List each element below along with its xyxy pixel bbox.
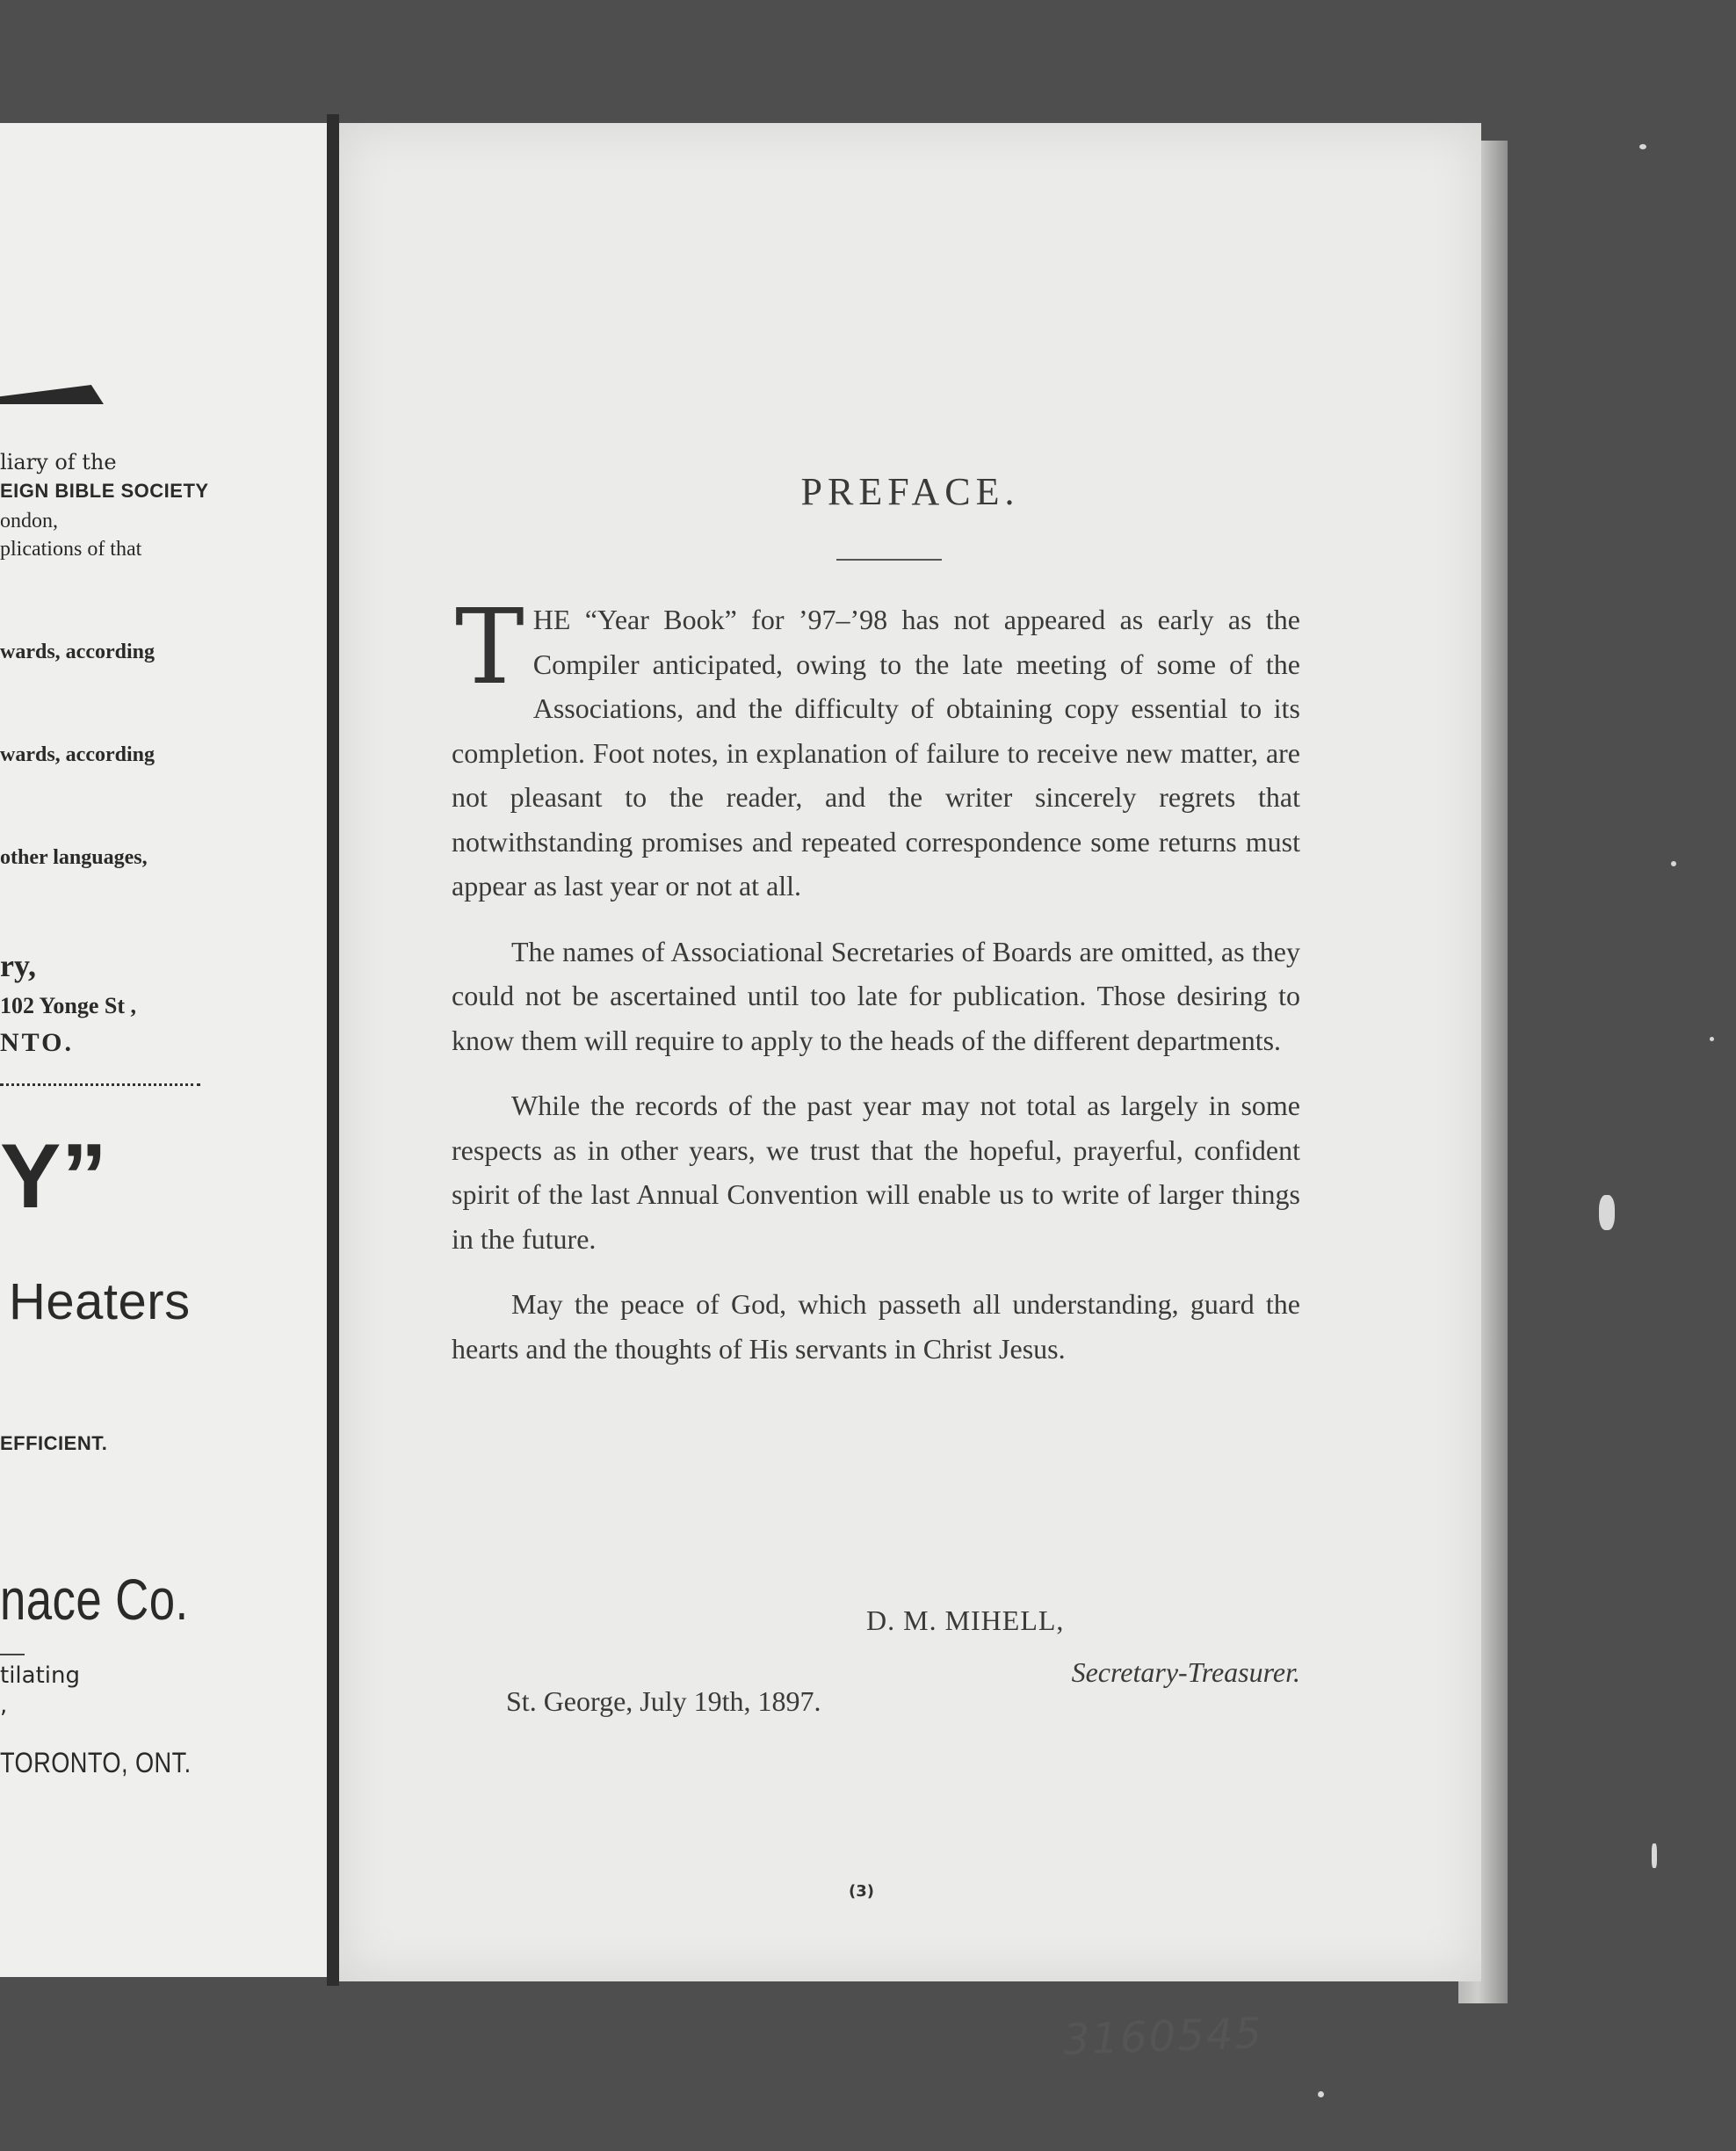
handwritten-number: 3160545 bbox=[1062, 2009, 1264, 2065]
book-gutter bbox=[327, 114, 339, 1986]
dust-speck bbox=[1318, 2091, 1324, 2097]
paragraph: The names of Associational Secretaries of Boards are omitted, as they could not be ascertained until too late for publication. Those desiring to know them will require to apply to the heads of the different departments. bbox=[452, 935, 1300, 1056]
left-page-text: EIGN BIBLE SOCIETY bbox=[0, 480, 209, 502]
left-page-text: wards, according bbox=[0, 641, 155, 663]
left-page-text: 102 Yonge St , bbox=[0, 993, 137, 1018]
left-page-text: EFFICIENT. bbox=[0, 1432, 108, 1454]
dust-speck bbox=[1639, 144, 1646, 149]
paragraph bbox=[452, 586, 1300, 909]
paragraph: While the records of the past year may not total as largely in some respects as in other years, we trust that the hopeful, prayerful, confident spirit of the last Annual Convention will enable us to write of larger things in the future. bbox=[452, 1090, 1300, 1255]
signature-name: D. M. MIHELL, bbox=[866, 1604, 1065, 1636]
signature-title: Secretary-Treasurer. bbox=[1071, 1656, 1300, 1688]
paragraph: May the peace of God, which passeth all understanding, guard the hearts and the thoughts of His servants in Christ Jesus. bbox=[452, 1288, 1300, 1365]
drop-cap: T bbox=[455, 586, 524, 707]
divider bbox=[0, 1654, 25, 1655]
dust-speck bbox=[1710, 1037, 1714, 1041]
page-number: (3) bbox=[849, 1882, 874, 1901]
left-page-heading: Y” bbox=[0, 1126, 108, 1228]
previous-page bbox=[0, 123, 332, 1977]
divider bbox=[0, 1083, 200, 1086]
left-page-heading: nace Co. bbox=[0, 1567, 189, 1632]
page-title: PREFACE. bbox=[800, 470, 1020, 513]
left-page-heading: Heaters bbox=[9, 1273, 191, 1330]
place-date: St. George, July 19th, 1897. bbox=[506, 1685, 821, 1717]
left-page-text: tilating bbox=[0, 1662, 80, 1689]
dust-speck bbox=[1599, 1195, 1615, 1230]
dust-speck bbox=[1652, 1843, 1657, 1868]
paragraph-text: HE “Year Book” for ’97–’98 has not appeared as early as the Compiler anticipated, owing to the late meeting of some of the Associations, and the difficulty of obtaining copy essential to its completion. Foot notes, in explanation of failure to receive new matter, are not pleasant to the reader, and the writer sincerely regrets that notwithstanding promises and repeated correspondence some returns must appear as last year or not at all. bbox=[452, 604, 1300, 902]
decorative-banner bbox=[0, 385, 104, 404]
left-page-text: NTO. bbox=[0, 1028, 74, 1057]
left-page-text: plications of that bbox=[0, 538, 142, 561]
preface-body bbox=[452, 586, 1300, 1392]
left-page-text: , bbox=[0, 1692, 8, 1719]
left-page-text: ondon, bbox=[0, 510, 58, 532]
left-page-text: other languages, bbox=[0, 846, 148, 869]
left-page-text: wards, according bbox=[0, 743, 155, 766]
preface-page bbox=[339, 123, 1481, 2065]
dust-speck bbox=[1671, 861, 1676, 866]
left-page-text: ry, bbox=[0, 948, 36, 983]
left-page-text: TORONTO, ONT. bbox=[0, 1747, 192, 1778]
title-divider bbox=[836, 559, 942, 561]
left-page-text: liary of the bbox=[0, 450, 117, 474]
